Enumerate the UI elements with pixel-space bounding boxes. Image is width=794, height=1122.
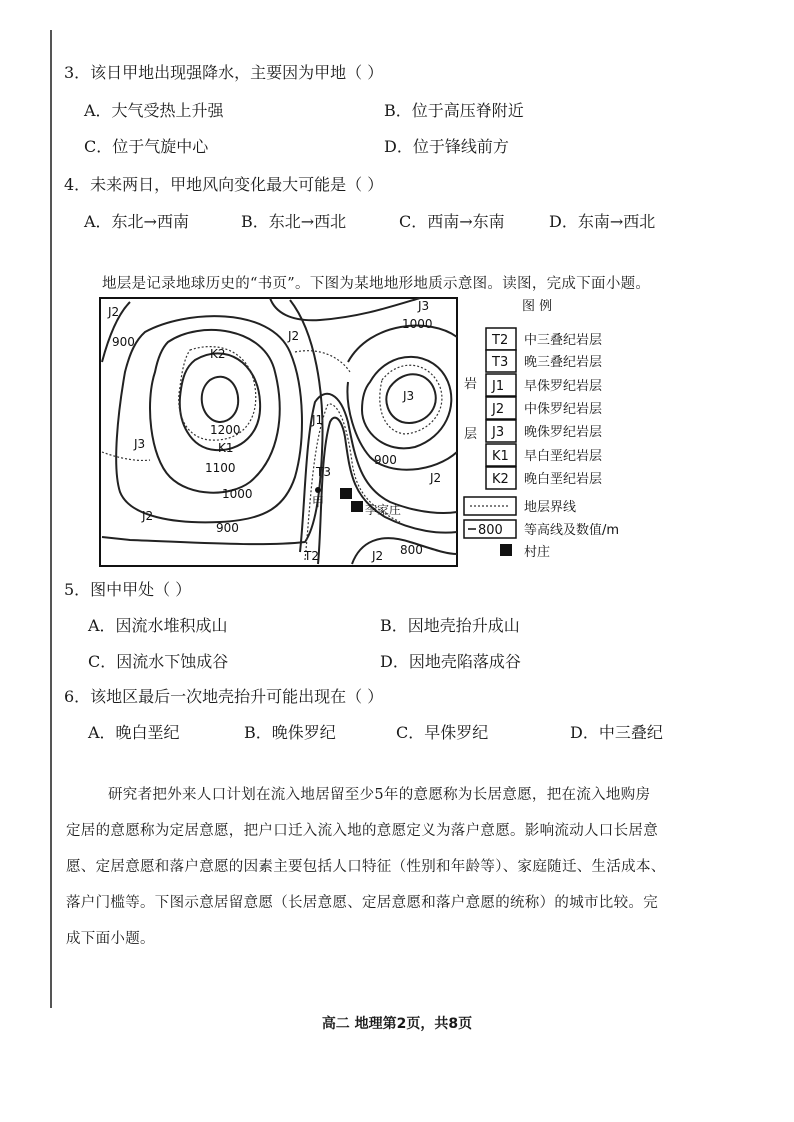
legend-contour-label: 等高线及数值/m bbox=[524, 523, 620, 538]
legend-name-j1: 早侏罗纪岩层 bbox=[524, 379, 603, 394]
map-label-contour-1200: 1200 bbox=[210, 423, 241, 437]
legend-group-label-bottom: 层 bbox=[464, 427, 478, 442]
question-5-stem: 5．图中甲处（ ） bbox=[64, 580, 192, 599]
map-label-j2-sw: J2 bbox=[142, 509, 154, 523]
question-3-option-a[interactable]: A．大气受热上升强 bbox=[84, 101, 224, 120]
map-label-k2: K2 bbox=[210, 347, 226, 361]
map-intro-text: 地层是记录地球历史的“书页”。下图为某地地形地质示意图。读图，完成下面小题。 bbox=[102, 276, 651, 292]
map-label-t2: T2 bbox=[304, 549, 319, 563]
map-label-contour-1100: 1100 bbox=[205, 461, 236, 475]
legend-name-t3: 晚三叠纪岩层 bbox=[524, 355, 603, 370]
passage-line-2: 定居的意愿称为定居意愿，把户口迁入流入地的意愿定义为落户意愿。影响流动人口长居意 bbox=[66, 823, 658, 839]
legend-code-j2: J2 bbox=[492, 402, 505, 417]
legend-boundary-label: 地层界线 bbox=[524, 500, 577, 515]
legend-name-k2: 晚白垩纪岩层 bbox=[524, 472, 603, 487]
legend-village-symbol bbox=[500, 544, 512, 556]
passage-line-5: 成下面小题。 bbox=[66, 931, 155, 947]
legend-code-t3: T3 bbox=[492, 355, 509, 370]
map-label-contour-800: 800 bbox=[400, 543, 423, 557]
question-4-stem: 4．未来两日，甲地风向变化最大可能是（ ） bbox=[64, 175, 384, 194]
map-label-contour-1000-left: 1000 bbox=[222, 487, 253, 501]
legend-village-label: 村庄 bbox=[524, 545, 551, 560]
village-name-label: 李家庄 bbox=[365, 503, 402, 517]
map-label-j3-left: J3 bbox=[134, 437, 146, 451]
legend-name-t2: 中三叠纪岩层 bbox=[524, 333, 603, 348]
question-3-option-b[interactable]: B．位于高压脊附近 bbox=[384, 101, 524, 120]
map-label-contour-1000-ne: 1000 bbox=[402, 317, 433, 331]
map-label-j2-nw: J2 bbox=[108, 305, 120, 319]
legend-group-label-top: 岩 bbox=[464, 377, 478, 392]
passage-line-1: 研究者把外来人口计划在流入地居留至少5年的意愿称为长居意愿，把在流入地购房 bbox=[108, 787, 651, 803]
legend-contour-sample: 800 bbox=[478, 523, 503, 538]
village-marker-2 bbox=[351, 501, 363, 512]
question-6-option-c[interactable]: C．早侏罗纪 bbox=[396, 723, 489, 742]
legend-code-k1: K1 bbox=[492, 449, 509, 464]
question-3-option-c[interactable]: C．位于气旋中心 bbox=[84, 137, 209, 156]
legend-code-j3: J3 bbox=[492, 425, 505, 440]
map-label-j1: J1 bbox=[312, 413, 324, 427]
legend-code-k2: K2 bbox=[492, 472, 509, 487]
map-label-j2-s: J2 bbox=[372, 549, 384, 563]
legend-title: 图 例 bbox=[522, 299, 553, 314]
map-label-j3-right: J3 bbox=[403, 389, 415, 403]
map-label-j2-e: J2 bbox=[430, 471, 442, 485]
question-5-option-c[interactable]: C．因流水下蚀成谷 bbox=[88, 652, 229, 671]
binding-margin-line bbox=[50, 30, 52, 1008]
map-label-t3: T3 bbox=[316, 465, 331, 479]
legend-code-t2: T2 bbox=[492, 333, 509, 348]
legend-name-k1: 早白垩纪岩层 bbox=[524, 449, 603, 464]
question-3-option-d[interactable]: D．位于锋线前方 bbox=[384, 137, 509, 156]
question-5-option-d[interactable]: D．因地壳陷落成谷 bbox=[380, 652, 521, 671]
passage-line-4: 落户门槛等。下图示意居留意愿（长居意愿、定居意愿和落户意愿的统称）的城市比较。完 bbox=[66, 895, 658, 911]
legend-code-j1: J1 bbox=[492, 379, 505, 394]
page-footer: 高二 地理第2页，共8页 bbox=[321, 1016, 473, 1032]
map-label-j3-ne: J3 bbox=[418, 299, 430, 313]
legend-name-j3: 晚侏罗纪岩层 bbox=[524, 425, 603, 440]
question-6-option-a[interactable]: A．晚白垩纪 bbox=[88, 723, 180, 742]
point-jia-label: 甲 bbox=[312, 495, 325, 509]
map-label-contour-900-e: 900 bbox=[374, 453, 397, 467]
question-5-option-a[interactable]: A．因流水堆积成山 bbox=[88, 616, 228, 635]
legend-name-j2: 中侏罗纪岩层 bbox=[524, 402, 603, 417]
map-label-k1: K1 bbox=[218, 441, 234, 455]
map-label-contour-900-sw: 900 bbox=[216, 521, 239, 535]
question-5-option-b[interactable]: B．因地壳抬升成山 bbox=[380, 616, 520, 635]
point-jia-marker bbox=[315, 487, 321, 493]
map-label-j2-center: J2 bbox=[288, 329, 300, 343]
question-6-option-b[interactable]: B．晚侏罗纪 bbox=[244, 723, 336, 742]
question-4-option-c[interactable]: C．西南→东南 bbox=[399, 212, 505, 231]
question-4-option-b[interactable]: B．东北→西北 bbox=[241, 212, 347, 231]
village-marker-1 bbox=[340, 488, 352, 499]
question-3-stem: 3．该日甲地出现强降水，主要因为甲地（ ） bbox=[64, 63, 384, 82]
map-label-contour-900-nw: 900 bbox=[112, 335, 135, 349]
question-4-option-a[interactable]: A．东北→西南 bbox=[84, 212, 189, 231]
question-6-stem: 6．该地区最后一次地壳抬升可能出现在（ ） bbox=[64, 687, 384, 706]
question-6-option-d[interactable]: D．中三叠纪 bbox=[570, 723, 663, 742]
passage-line-3: 愿、定居意愿和落户意愿的因素主要包括人口特征（性别和年龄等）、家庭随迁、生活成本、 bbox=[66, 859, 666, 875]
geology-map-figure bbox=[90, 292, 650, 570]
question-4-option-d[interactable]: D．东南→西北 bbox=[549, 212, 656, 231]
